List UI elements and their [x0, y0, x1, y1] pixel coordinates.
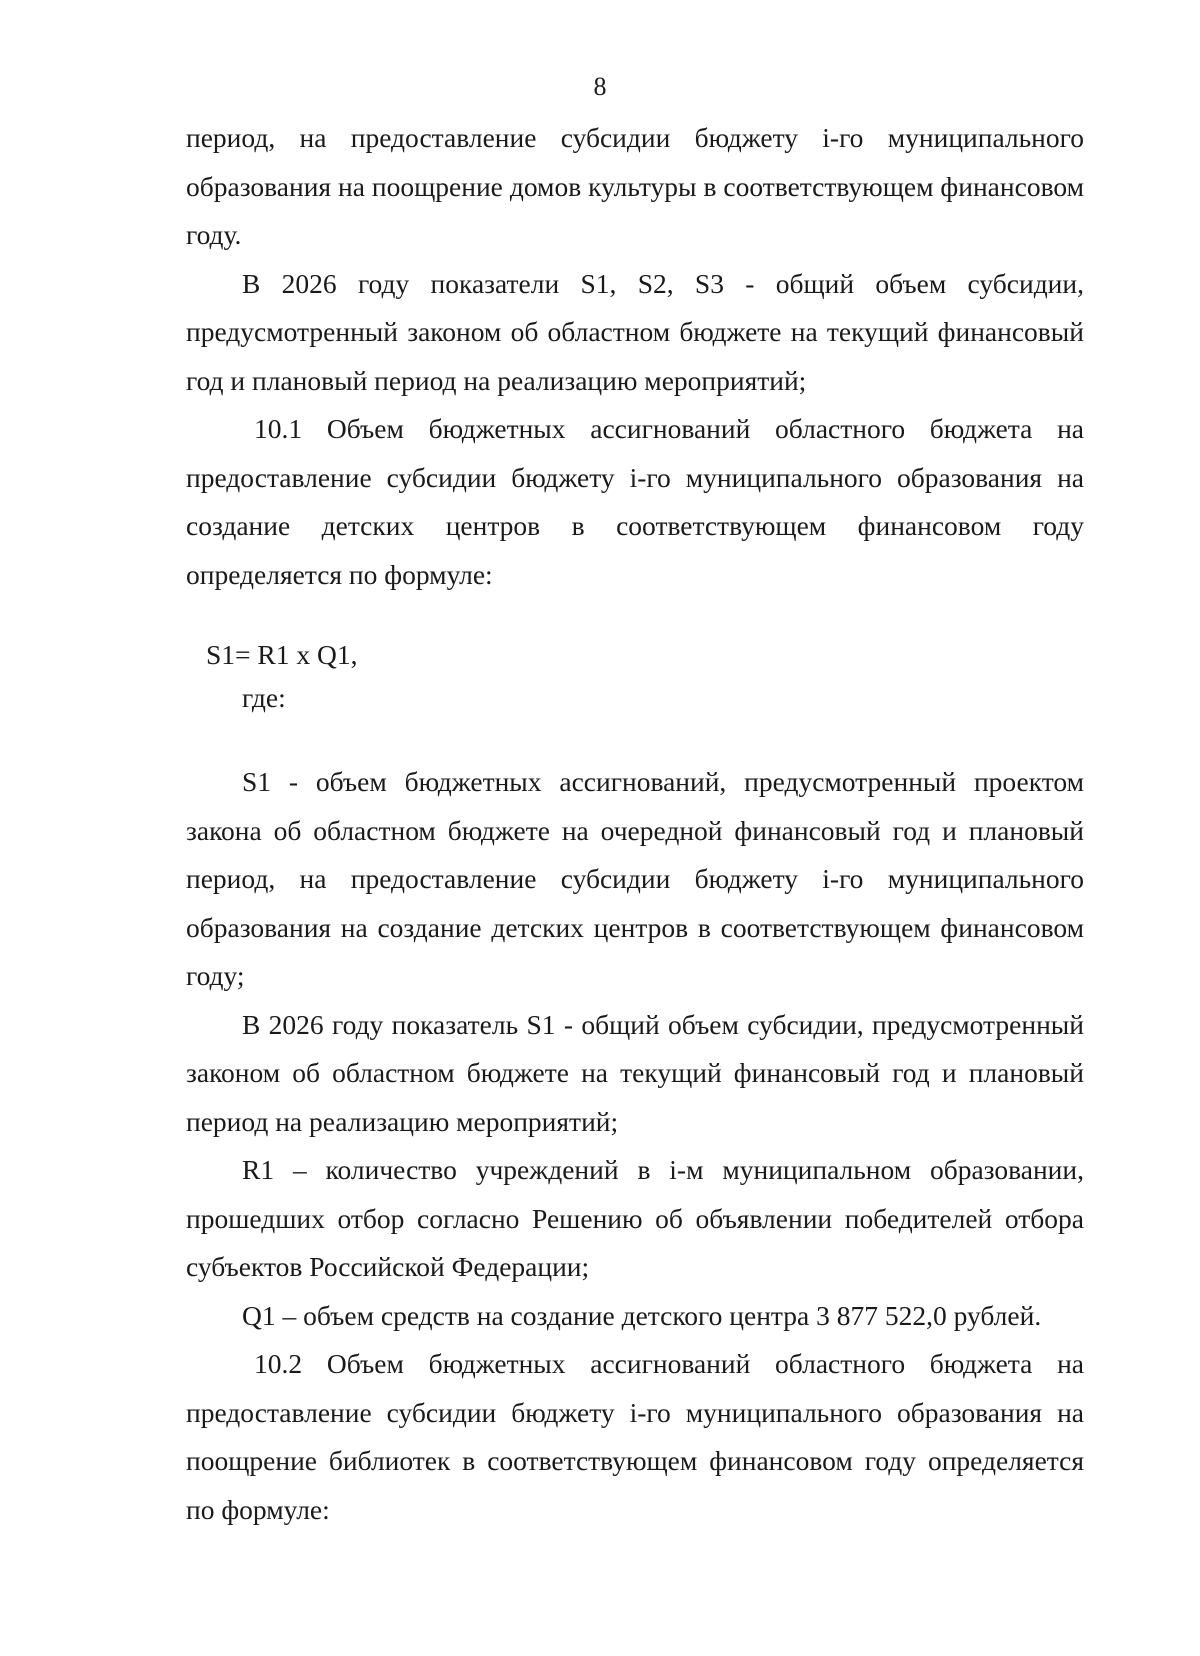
- paragraph-s1-definition: S1 - объем бюджетных ассигнований, предусмотренный проектом закона об областном бюджете на очередной финансовый год и плановый период, на предоставление субсидии бюджету i-го муниципального образования на создание детских центров в соответствующем финансовом году;: [186, 766, 1084, 991]
- formula: S1= R1 x Q1,: [206, 639, 358, 670]
- paragraph-continuation: период, на предоставление субсидии бюджету i-го муниципального образования на поощрение домов культуры в соответствующем финансовом году.: [186, 122, 1084, 250]
- paragraph-2026-indicators: В 2026 году показатели S1, S2, S3 - общий объем субсидии, предусмотренный законом об областном бюджете на текущий финансовый год и плановый период на реализацию мероприятий;: [186, 267, 1084, 396]
- document-body: [186, 114, 1084, 1534]
- paragraph-r1-definition: R1 – количество учреждений в i-м муниципальном образовании, прошедших отбор согласно Решению об объявлении победителей отбора субъектов Российской Федерации;: [186, 1154, 1084, 1282]
- paragraph-10-2: 10.2 Объем бюджетных ассигнований областного бюджета на предоставление субсидии бюджету i-го муниципального образования на поощрение библиотек в соответствующем финансовом году определяется по формуле:: [186, 1348, 1084, 1525]
- paragraph-2026-s1: В 2026 году показатель S1 - общий объем субсидии, предусмотренный законом об областном бюджете на текущий финансовый год и плановый период на реализацию мероприятий;: [186, 1008, 1084, 1137]
- where-label: где:: [242, 681, 286, 713]
- paragraph-q1-definition: Q1 – объем средств на создание детского центра 3 877 522,0 рублей.: [242, 1299, 1042, 1331]
- page-number: 8: [593, 72, 607, 101]
- paragraph-10-1: 10.1 Объем бюджетных ассигнований областного бюджета на предоставление субсидии бюджету i-го муниципального образования на создание детских центров в соответствующем финансовом году определяется по формуле:: [186, 413, 1084, 590]
